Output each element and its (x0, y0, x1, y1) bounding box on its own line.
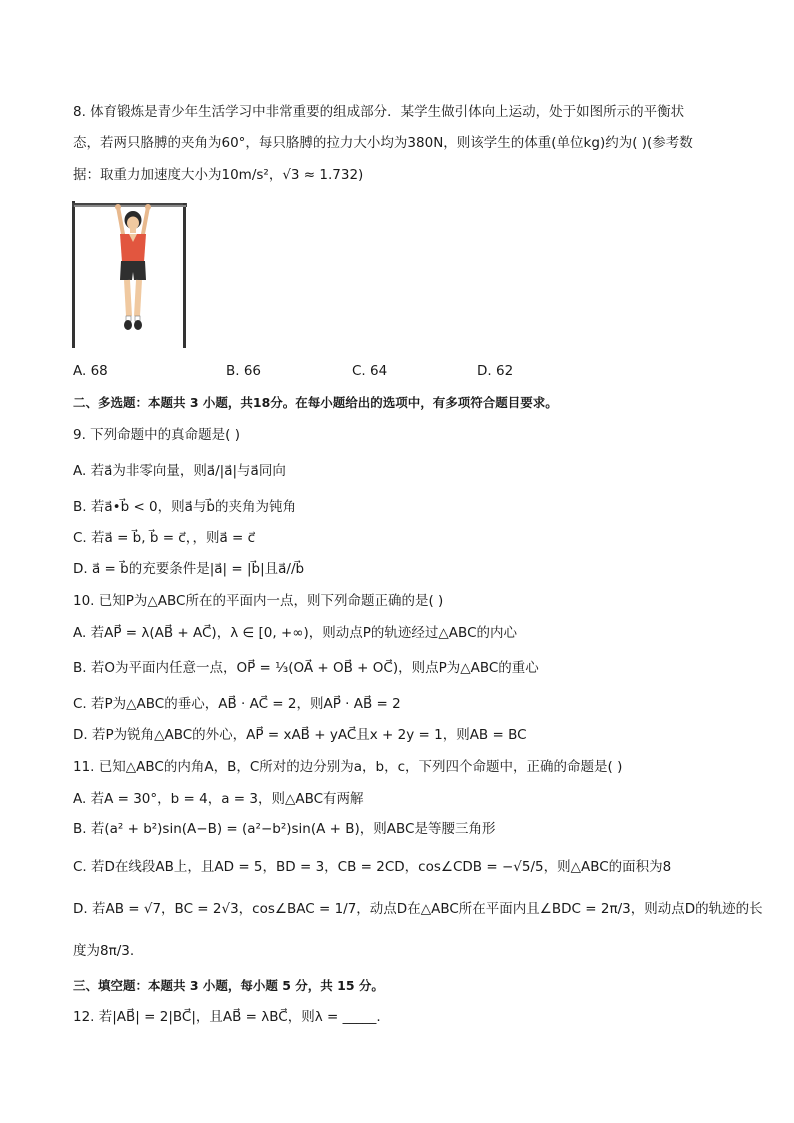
q9-option-a: A. 若a⃗为非零向量，则a⃗/|a⃗|与a⃗同向 (73, 463, 286, 479)
q11-option-d-line-2: 度为8π/3. (73, 943, 135, 959)
q8-option-b: B. 66 (226, 363, 262, 379)
q8-line-2: 态，若两只胳膊的夹角为60°，每只胳膊的拉力大小均为380N，则该学生的体重(单位kg)约为( )(参考数 (73, 135, 693, 151)
q8-option-c: C. 64 (352, 363, 388, 379)
q11-option-a: A. 若A = 30°，b = 4，a = 3，则△ABC有两解 (73, 791, 364, 807)
q11-stem: 11. 已知△ABC的内角A，B，C所对的边分别为a，b，c，下列四个命题中，正确的命题是( ) (73, 759, 623, 775)
q9-option-d: D. a⃗ = b⃗的充要条件是|a⃗| = |b⃗|且a⃗//b⃗ (73, 561, 305, 577)
q8-line-1: 8. 体育锻炼是青少年生活学习中非常重要的组成部分．某学生做引体向上运动，处于如图所示的平衡状 (73, 104, 685, 120)
q11-option-b: B. 若(a² + b²)sin(A−B) = (a²−b²)sin(A + B)，则ABC是等腰三角形 (73, 821, 496, 837)
q11-option-d-line-1: D. 若AB = √7，BC = 2√3，cos∠BAC = 1/7，动点D在△ABC所在平面内且∠BDC = 2π/3，则动点D的轨迹的长 (73, 901, 763, 917)
section-2-heading: 二、多选题：本题共 3 小题，共18分。在每小题给出的选项中，有多项符合题目要求。 (73, 395, 558, 410)
q8-line-3: 据：取重力加速度大小为10m/s²，√3 ≈ 1.732) (73, 167, 364, 183)
q10-option-d: D. 若P为锐角△ABC的外心，AP⃗ = xAB⃗ + yAC⃗且x + 2y = 1，则AB = BC (73, 727, 527, 743)
q9-option-b: B. 若a⃗•b⃗ < 0，则a⃗与b⃗的夹角为钝角 (73, 499, 296, 515)
q10-option-a: A. 若AP⃗ = λ(AB⃗ + AC⃗)，λ ∈ [0, +∞)，则动点P的轨迹经过△ABC的内心 (73, 625, 517, 641)
q8-option-d: D. 62 (477, 363, 514, 379)
q11-option-c: C. 若D在线段AB上，且AD = 5，BD = 3，CB = 2CD，cos∠CDB = −√5/5，则△ABC的面积为8 (73, 859, 672, 875)
q10-stem: 10. 已知P为△ABC所在的平面内一点，则下列命题正确的是( ) (73, 593, 444, 609)
q10-option-c: C. 若P为△ABC的垂心，AB⃗ · AC⃗ = 2，则AP⃗ · AB⃗ = 2 (73, 696, 401, 712)
q12-stem: 12. 若|AB⃗| = 2|BC⃗|，且AB⃗ = λBC⃗，则λ = _____. (73, 1009, 381, 1025)
q8-option-a: A. 68 (73, 363, 108, 379)
section-3-heading: 三、填空题：本题共 3 小题，每小题 5 分，共 15 分。 (73, 978, 384, 993)
q9-option-c: C. 若a⃗ = b⃗, b⃗ = c⃗，，则a⃗ = c⃗ (73, 530, 256, 546)
pull-up-figure (71, 198, 189, 348)
q9-stem: 9. 下列命题中的真命题是( ) (73, 427, 240, 443)
q10-option-b: B. 若O为平面内任意一点，OP⃗ = ⅓(OA⃗ + OB⃗ + OC⃗)，则点P为△ABC的重心 (73, 660, 539, 676)
